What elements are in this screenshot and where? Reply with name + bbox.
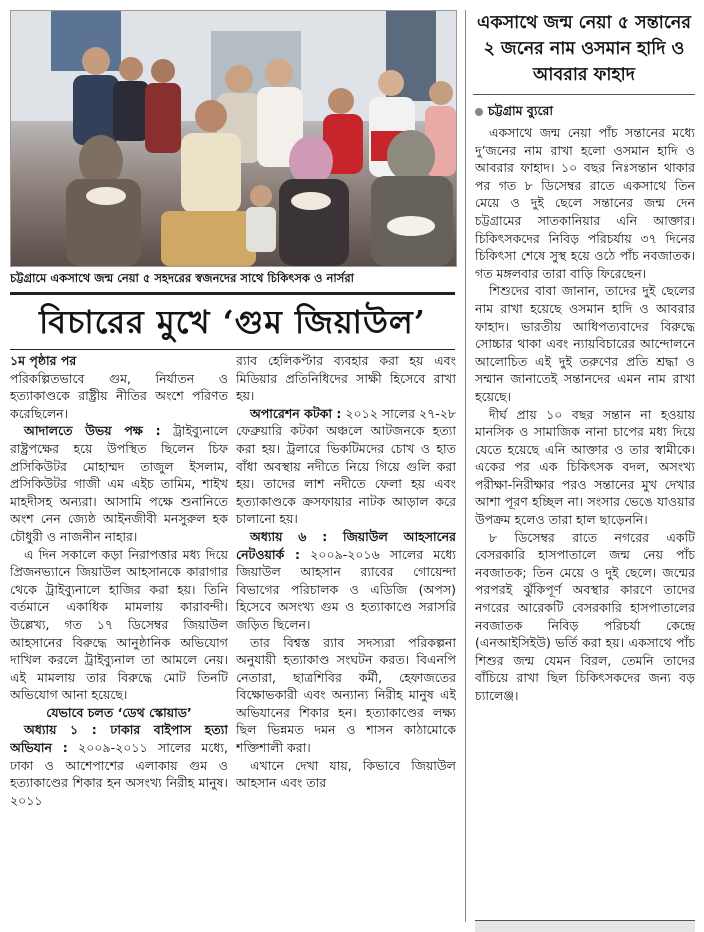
paragraph-lead: অধ্যায় ৬ : জিয়াউল আহসানের নেটওয়ার্ক : — [236, 528, 456, 562]
section-subhead: ১ম পৃষ্ঠার পর — [10, 353, 77, 368]
article-column-1 — [10, 352, 228, 809]
paragraph-text: ২০০৯-২০১৬ সালের মধ্যে জিয়াউল আহসান র‍্যাবের গোয়েন্দা বিভাগের পরিচালক ও এডিজি (অপস) হিসেবে অসংখ্য গুম ও হত্যাকাণ্ডে সরাসরি জড়িত ছিলেন। — [236, 546, 456, 632]
side-article-paragraph: ৮ ডিসেম্বর রাতে নগরের একটি বেসরকারি হাসপাতালে জন্ম নেয় পাঁচ নবজাতক; তিন মেয়ে ও দুই ছেলে। জন্মের পরপরই ঝুঁকিপূর্ণ অবস্থার কারণে তাদের নগরের আরেকটি বেসরকারি হাসপাতালের নবজাতক নিবিড় পরিচর্যা কেন্দ্রে (এনআইসিইউ) ভর্তি করা হয়। একসাথে পাঁচ শিশুর জন্ম যেমন বিরল, তেমনি তাদের বাঁচিয়ে রাখা ছিল চিকিৎসকদের জন্য বড় চ্যালেঞ্জ। — [475, 529, 695, 703]
paragraph-lead: আদালতে উভয় পক্ষ : — [24, 423, 161, 439]
photo-illustration — [11, 11, 456, 266]
article-paragraph — [236, 405, 456, 528]
article-paragraph: র‍্যাব হেলিকপ্টার ব্যবহার করা হয় এবং মিডিয়ার প্রতিনিধিদের সাক্ষী হিসেবে রাখা হয়। — [236, 353, 456, 404]
article-paragraph: তার বিশ্বস্ত র‍্যাব সদস্যরা পরিকল্পনা অনুযায়ী হত্যাকাণ্ড সংঘটন করত। বিএনপি নেতারা, ছাত্রশিবির কর্মী, হেফাজতের বিক্ষোভকারী এবং অন্যান্য নিরীহ মানুষ এই অভিযানের শিকার হন। হত্যাকাণ্ডের লক্ষ্য ছিল ভিন্নমত দমন ও শাসন কাঠামোকে শক্তিশালী করা। — [236, 634, 456, 756]
side-article-paragraph: একসাথে জন্ম নেয়া পাঁচ সন্তানের মধ্যে দু’জনের নাম রাখা হলো ওসমান হাদি ও আবরার ফাহাদ। ১০ বছর নিঃসন্তান থাকার পর গত ৮ ডিসেম্বর রাতে একসাথে তিন মেয়ে ও দুই ছেলে সন্তানের জন্ম দেন চট্টগ্রামের সাতকানিয়ার এনি আক্তার। চিকিৎসকদের নিবিড় পরিচর্যায় ৩৭ দিনের চিকিৎসা শেষে সুস্থ হয়ে ওঠে পাঁচ নবজাতক। গত মঙ্গলবার তারা বাড়ি ফিরেছেন। — [475, 125, 695, 281]
byline — [475, 103, 695, 123]
side-article-paragraph: দীর্ঘ প্রায় ১০ বছর সন্তান না হওয়ায় মানসিক ও সামাজিক নানা চাপের মধ্য দিয়ে যেতে হয়েছে এনি আক্তার ও তার স্বামীকে। একের পর এক চিকিৎসক বদল, অসংখ্য পরীক্ষা-নিরীক্ষার পরও সন্তানের মুখ দেখার আশা পূরণ হচ্ছিল না। সংসার ভেঙে যাওয়ার উপক্রম হলেও তারা হাল ছাড়েননি। — [475, 406, 695, 528]
paragraph-lead: অধ্যায় ১ : ঢাকার বাইপাস হত্যা অভিযান : — [10, 722, 228, 756]
article-paragraph — [236, 528, 456, 634]
side-article-body — [475, 124, 695, 705]
main-headline: বিচারের মুখে ‘গুম জিয়াউল’ — [10, 292, 455, 350]
article-paragraph: এখানে দেখা যায়, কিভাবে জিয়াউল আহসান এবং তার — [236, 757, 456, 791]
section-subhead: যেভাবে চলত ‘ডেথ স্কোয়াড’ — [46, 704, 192, 720]
side-article-paragraph: শিশুদের বাবা জানান, তাদের দুই ছেলের নাম রাখা হয়েছে ওসমান হাদি ও আবরার ফাহাদ। ভারতীয় আধিপত্যবাদের বিরুদ্ধে সোচ্চার থাকা এবং ন্যায়বিচারের আন্দোলনে আলোচিত এই দুই তরুণের প্রতি শ্রদ্ধা ও সম্মান জানাতেই সন্তানদের এমন নাম রাখা হয়েছে। — [475, 283, 695, 404]
column-divider — [465, 10, 466, 922]
paragraph-text: ট্রাইব্যুনালে রাষ্ট্রপক্ষের হয়ে উপস্থিত ছিলেন চিফ প্রসিকিউটর মোহাম্মদ তাজুল ইসলাম, প্রসিকিউটর গাজী এম এইচ তামিম, শাইখ মাহদীসহ অন্যরা। আসামি পক্ষে শুনানিতে অংশ নেন জ্যেষ্ঠ আইনজীবী মনসুরুল হক চৌধুরী ও নাজনীন নাহার। — [10, 423, 228, 544]
article-paragraph — [10, 422, 228, 545]
article-paragraph — [10, 721, 228, 809]
paragraph-text: ২০০৯-২০১১ সালের মধ্যে, ঢাকা ও আশেপাশের এলাকায় গুম ও হত্যাকাণ্ডের শিকার হন অসংখ্য নিরীহ মানুষ। ২০১১ — [10, 740, 228, 808]
article-paragraph: এ দিন সকালে কড়া নিরাপত্তার মধ্য দিয়ে প্রিজনভ্যানে জিয়াউল আহসানকে কারাগার থেকে ট্রাইব্যুনালে হাজির করা হয়। তিনি বর্তমানে একাধিক মামলায় কারাবন্দী। উল্লেখ্য, গত ১৭ ডিসেম্বর জিয়াউল আহসানের বিরুদ্ধে আনুষ্ঠানিক অভিযোগ দাখিল করলে ট্রাইব্যুনাল তা আমলে নেয়। এই মামলায় তার বিরুদ্ধে মোট তিনটি অভিযোগ আনা হয়েছে। — [10, 546, 228, 703]
article-paragraph: পরিকল্পিতভাবে গুম, নির্যাতন ও হত্যাকাণ্ডকে রাষ্ট্রীয় নীতির অংশে পরিণত করেছিলেন। — [10, 370, 228, 421]
article-column-2 — [236, 352, 456, 792]
bullet-icon — [475, 108, 483, 116]
side-headline: একসাথে জন্ম নেয়া ৫ সন্তানের ২ জনের নাম ওসমান হাদি ও আবরার ফাহাদ — [473, 10, 695, 95]
photo-caption: চট্টগ্রামে একসাথে জন্ম নেয়া ৫ সহদরের স্বজনদের সাথে চিকিৎসক ও নার্সরা — [10, 271, 354, 285]
news-photo — [10, 10, 457, 267]
paragraph-lead: অপারেশন কটকা : — [250, 405, 342, 421]
advert-strip — [475, 920, 695, 932]
byline-text: চট্টগ্রাম ব্যুরো — [488, 103, 554, 118]
paragraph-text: ২০১২ সালের ২৭-২৮ ফেব্রুয়ারি কটকা অঞ্চলে আটজনকে হত্যা করা হয়। ট্রলারে ভিকটিমদের চোখ ও হাত বাঁধা অবস্থায় নদীতে নিয়ে গিয়ে গুলি করা হয়। তাদের লাশ নদীতে ফেলা হয় এবং হত্যাকাণ্ডকে ক্রসফায়ার নাটক আড়াল করে চালানো হয়। — [236, 405, 456, 527]
